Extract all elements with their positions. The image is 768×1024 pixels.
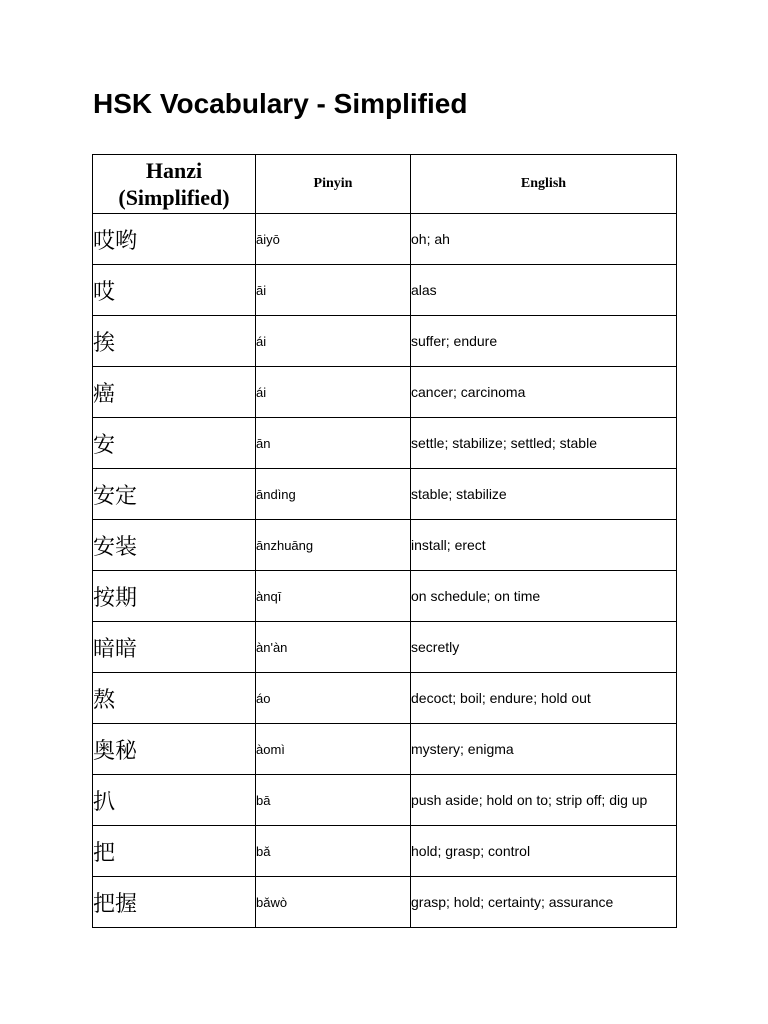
- table-row: [93, 877, 677, 928]
- pinyin-cell: āndìng: [256, 469, 411, 520]
- table-row: [93, 673, 677, 724]
- english-cell: alas: [411, 265, 677, 316]
- table-row: [93, 214, 677, 265]
- pinyin-cell: ái: [256, 367, 411, 418]
- header-row: [93, 155, 677, 214]
- table-row: [93, 469, 677, 520]
- hanzi-cell: 安装: [93, 520, 256, 571]
- hanzi-cell: 哎: [93, 265, 256, 316]
- english-cell: decoct; boil; endure; hold out: [411, 673, 677, 724]
- pinyin-cell: bǎwò: [256, 877, 411, 928]
- page-title: HSK Vocabulary - Simplified: [93, 88, 468, 119]
- header-pinyin: Pinyin: [256, 155, 411, 214]
- english-cell: hold; grasp; control: [411, 826, 677, 877]
- english-cell: install; erect: [411, 520, 677, 571]
- table-row: [93, 418, 677, 469]
- hanzi-cell: 挨: [93, 316, 256, 367]
- table-row: [93, 571, 677, 622]
- pinyin-cell: āiyō: [256, 214, 411, 265]
- header-english: English: [411, 155, 677, 214]
- english-cell: cancer; carcinoma: [411, 367, 677, 418]
- table-row: [93, 622, 677, 673]
- english-cell: grasp; hold; certainty; assurance: [411, 877, 677, 928]
- table-row: [93, 367, 677, 418]
- pinyin-cell: ái: [256, 316, 411, 367]
- pinyin-cell: àomì: [256, 724, 411, 775]
- english-cell: settle; stabilize; settled; stable: [411, 418, 677, 469]
- hanzi-cell: 癌: [93, 367, 256, 418]
- pinyin-cell: ān: [256, 418, 411, 469]
- vocabulary-table: [92, 154, 677, 928]
- pinyin-cell: bā: [256, 775, 411, 826]
- hanzi-cell: 奥秘: [93, 724, 256, 775]
- table-row: [93, 520, 677, 571]
- english-cell: push aside; hold on to; strip off; dig up: [411, 775, 677, 826]
- hanzi-cell: 暗暗: [93, 622, 256, 673]
- hanzi-cell: 把: [93, 826, 256, 877]
- table-body: [93, 214, 677, 928]
- hanzi-cell: 安: [93, 418, 256, 469]
- table-row: [93, 724, 677, 775]
- table-row: [93, 826, 677, 877]
- hanzi-cell: 把握: [93, 877, 256, 928]
- table-row: [93, 775, 677, 826]
- hanzi-cell: 熬: [93, 673, 256, 724]
- table-header: [93, 155, 677, 214]
- pinyin-cell: ànqī: [256, 571, 411, 622]
- header-hanzi: Hanzi (Simplified): [93, 155, 256, 214]
- english-cell: stable; stabilize: [411, 469, 677, 520]
- english-cell: mystery; enigma: [411, 724, 677, 775]
- hanzi-cell: 扒: [93, 775, 256, 826]
- english-cell: secretly: [411, 622, 677, 673]
- pinyin-cell: ānzhuāng: [256, 520, 411, 571]
- pinyin-cell: áo: [256, 673, 411, 724]
- table-row: [93, 265, 677, 316]
- english-cell: suffer; endure: [411, 316, 677, 367]
- pinyin-cell: bǎ: [256, 826, 411, 877]
- pinyin-cell: āi: [256, 265, 411, 316]
- pinyin-cell: àn'àn: [256, 622, 411, 673]
- table-row: [93, 316, 677, 367]
- hanzi-cell: 安定: [93, 469, 256, 520]
- english-cell: on schedule; on time: [411, 571, 677, 622]
- english-cell: oh; ah: [411, 214, 677, 265]
- hanzi-cell: 哎哟: [93, 214, 256, 265]
- hanzi-cell: 按期: [93, 571, 256, 622]
